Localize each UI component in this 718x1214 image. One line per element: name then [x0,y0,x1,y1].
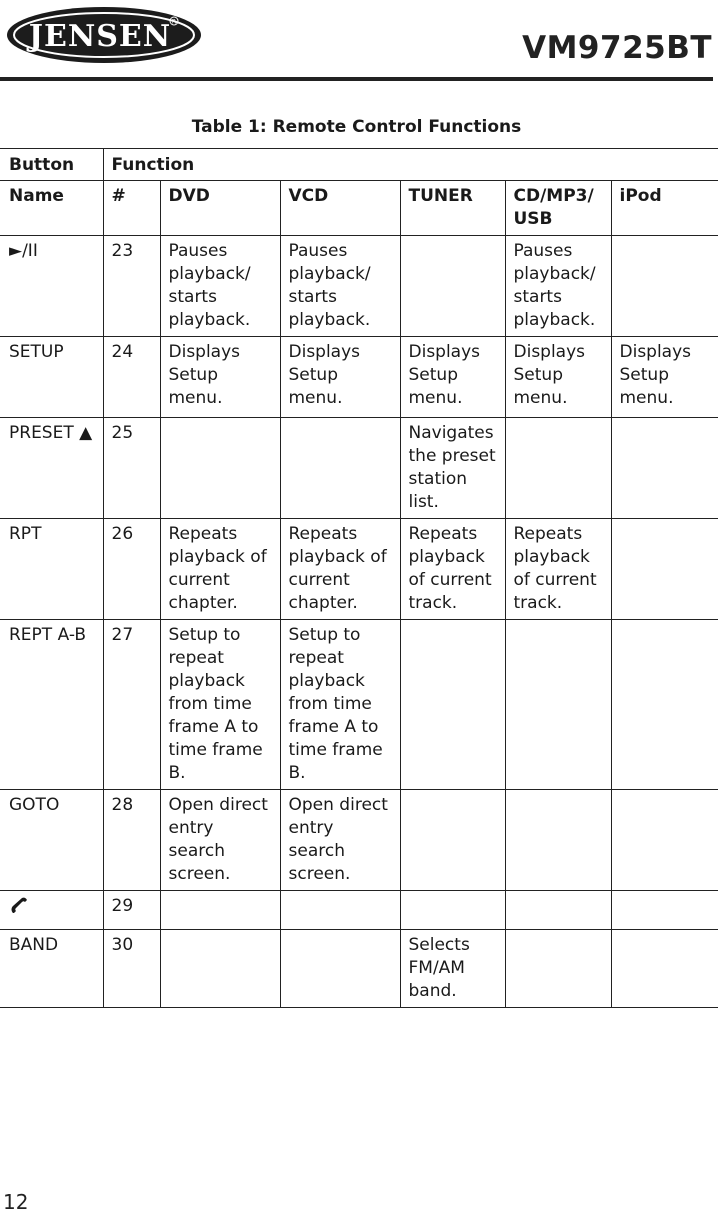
cell-vcd: Pauses playback/ starts playback. [280,236,400,337]
col-tuner: TUNER [400,181,505,236]
cell-ipod [611,236,718,337]
table-row [0,620,718,790]
cell-cd-mp3-usb [505,620,611,790]
cell-name: GOTO [0,790,103,891]
cell-number: 30 [103,930,160,1008]
cell-name [0,891,103,930]
cell-dvd: Open direct entry search screen. [160,790,280,891]
cell-tuner: Repeats playback of current track. [400,519,505,620]
cell-tuner [400,236,505,337]
table-row [0,891,718,930]
table-row [0,236,718,337]
remote-control-functions-table [0,148,718,1008]
cell-number: 23 [103,236,160,337]
phone-icon [9,896,29,916]
cell-vcd: Open direct entry search screen. [280,790,400,891]
cell-vcd [280,891,400,930]
jensen-logo [4,4,204,66]
cell-cd-mp3-usb [505,418,611,519]
cell-vcd: Setup to repeat playback from time frame A to time frame B. [280,620,400,790]
cell-cd-mp3-usb [505,891,611,930]
cell-tuner [400,891,505,930]
cell-tuner: Selects FM/AM band. [400,930,505,1008]
cell-cd-mp3-usb: Repeats playback of current track. [505,519,611,620]
cell-name: SETUP [0,337,103,418]
table-row [0,930,718,1008]
table-title: Table 1: Remote Control Functions [191,117,522,137]
cell-ipod [611,519,718,620]
page-number: 12 [3,1190,29,1214]
cell-ipod [611,930,718,1008]
cell-name: ►/II [0,236,103,337]
table-group-header [0,149,718,181]
svg-text:R: R [171,18,177,26]
cell-ipod [611,790,718,891]
col-dvd: DVD [160,181,280,236]
cell-cd-mp3-usb: Displays Setup menu. [505,337,611,418]
cell-cd-mp3-usb [505,930,611,1008]
cell-name: RPT [0,519,103,620]
svg-text:JENSEN: JENSEN [28,19,172,54]
header-button: Button [0,149,103,181]
col-ipod: iPod [611,181,718,236]
cell-dvd [160,418,280,519]
table-column-header [0,181,718,236]
cell-number: 29 [103,891,160,930]
col-number: # [103,181,160,236]
cell-vcd: Displays Setup menu. [280,337,400,418]
cell-ipod [611,418,718,519]
table-row [0,418,718,519]
cell-name: REPT A-B [0,620,103,790]
cell-number: 26 [103,519,160,620]
cell-ipod [611,620,718,790]
col-vcd: VCD [280,181,400,236]
cell-cd-mp3-usb: Pauses playback/ starts playback. [505,236,611,337]
col-name: Name [0,181,103,236]
cell-tuner [400,620,505,790]
cell-number: 25 [103,418,160,519]
table-row [0,337,718,418]
cell-ipod: Displays Setup menu. [611,337,718,418]
cell-dvd: Displays Setup menu. [160,337,280,418]
cell-number: 24 [103,337,160,418]
table-row [0,790,718,891]
cell-name: PRESET ▲ [0,418,103,519]
cell-cd-mp3-usb [505,790,611,891]
header-divider [0,77,713,81]
cell-number: 28 [103,790,160,891]
cell-vcd: Repeats playback of current chapter. [280,519,400,620]
header-function: Function [103,149,718,181]
cell-vcd [280,930,400,1008]
cell-dvd: Repeats playback of current chapter. [160,519,280,620]
cell-tuner: Navigates the preset station list. [400,418,505,519]
cell-dvd: Setup to repeat playback from time frame A to time frame B. [160,620,280,790]
col-cd-mp3-usb: CD/MP3/ USB [505,181,611,236]
cell-name: BAND [0,930,103,1008]
cell-dvd [160,930,280,1008]
table-row [0,519,718,620]
cell-ipod [611,891,718,930]
cell-tuner [400,790,505,891]
cell-vcd [280,418,400,519]
cell-tuner: Displays Setup menu. [400,337,505,418]
cell-dvd [160,891,280,930]
cell-number: 27 [103,620,160,790]
model-number: VM9725BT [522,30,712,66]
cell-dvd: Pauses playback/ starts playback. [160,236,280,337]
